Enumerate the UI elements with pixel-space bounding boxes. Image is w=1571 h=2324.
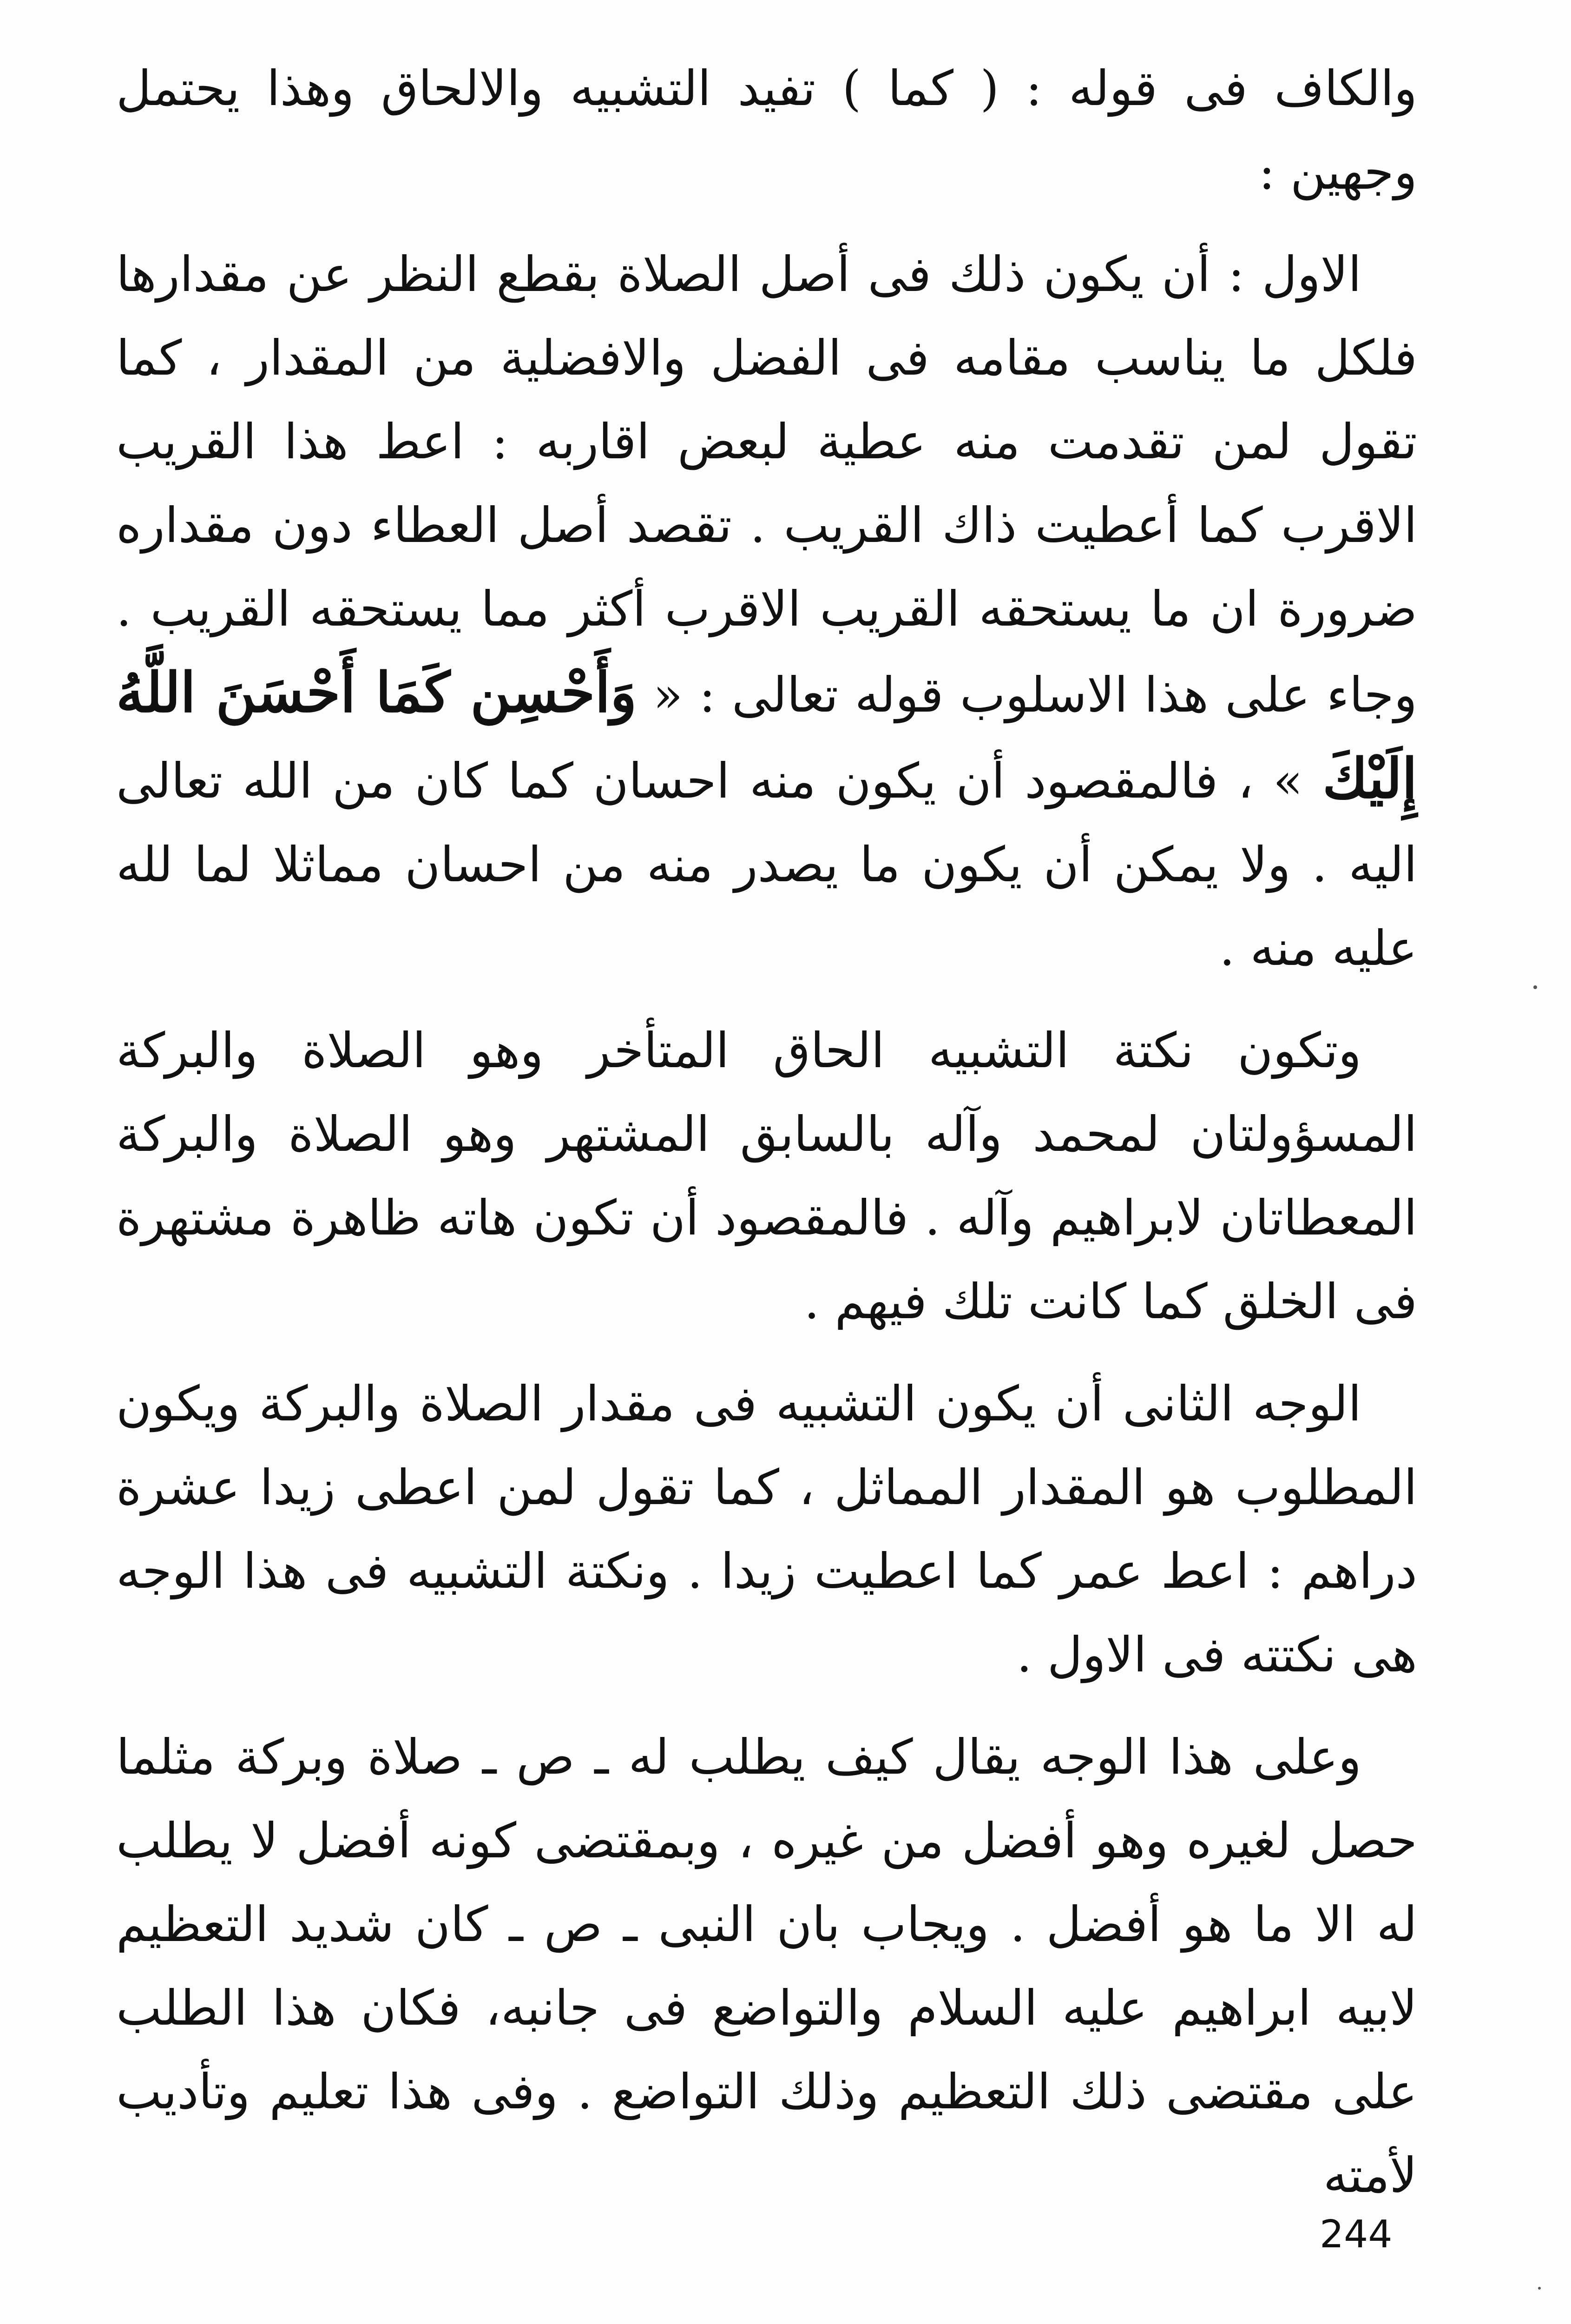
page-number: 244 — [1320, 2212, 1393, 2257]
paragraph-objection — [116, 1715, 1417, 2217]
paragraph-text: وتكون نكتة التشبيه الحاق المتأخر وهو الصلاة والبركة المسؤولتان لمحمد وآله بالسابق المشتهر وهو الصلاة والبركة المعطاتان لابراهيم وآله . فالمقصود أن تكون هاته ظاهرة مشتهرة فى الخلق كما كانت تلك فيهم . — [116, 1022, 1417, 1330]
scan-speck — [1533, 985, 1537, 989]
paragraph-text: الوجه الثانى أن يكون التشبيه فى مقدار الصلاة والبركة ويكون المطلوب هو المقدار المماثل ، كما تقول لمن اعطى زيدا عشرة دراهم : اعط عمر كما اعطيت زيدا . ونكتة التشبيه فى هذا الوجه هى نكتته فى الاول . — [116, 1375, 1417, 1683]
paragraph-text: والكاف فى قوله : ( كما ) تفيد التشبيه والالحاق وهذا يحتمل وجهين : — [116, 60, 1417, 200]
paragraph-intro — [116, 46, 1417, 214]
paragraph-second-aspect — [116, 1362, 1417, 1697]
quran-verse: وَأَحْسِن كَمَا أَحْسَنَ اللَّهُ إِلَيْكَ — [116, 660, 1418, 811]
paragraph-text: وعلى هذا الوجه يقال كيف يطلب له ـ ص ـ صلاة وبركة مثلما حصل لغيره وهو أفضل من غيره ، وبمقتضى كونه أفضل لا يطلب له الا ما هو أفضل . ويجاب بان النبى ـ ص ـ كان شديد التعظيم لابيه ابراهيم عليه السلام والتواضع فى جانبه، فكان هذا الطلب على مقتضى ذلك التعظيم وذلك التواضع . وفى هذا تعليم وتأديب لأمته — [116, 1729, 1417, 2204]
scan-speck — [1538, 2287, 1541, 2290]
paragraph-first-aspect — [116, 232, 1417, 990]
body-text — [116, 46, 1417, 2236]
paragraph-rationale — [116, 1009, 1417, 1343]
paragraph-text: الاول : أن يكون ذلك فى أصل الصلاة بقطع النظر عن مقدارها فلكل ما يناسب مقامه فى الفضل والافضلية من المقدار ، كما تقول لمن تقدمت منه عطية لبعض اقاربه : اعط هذا القريب الاقرب كما أعطيت ذاك القريب . تقصد أصل العطاء دون مقداره ضرورة ان ما يستحقه القريب الاقرب أكثر مما يستحقه القريب . وجاء على هذا الاسلوب قوله تعالى : « — [116, 246, 1418, 723]
paragraph-text: » ، فالمقصود أن يكون منه احسان كما كان من الله تعالى اليه . ولا يمكن أن يكون ما يصدر منه من احسان مماثلا لما لله عليه منه . — [116, 753, 1417, 977]
